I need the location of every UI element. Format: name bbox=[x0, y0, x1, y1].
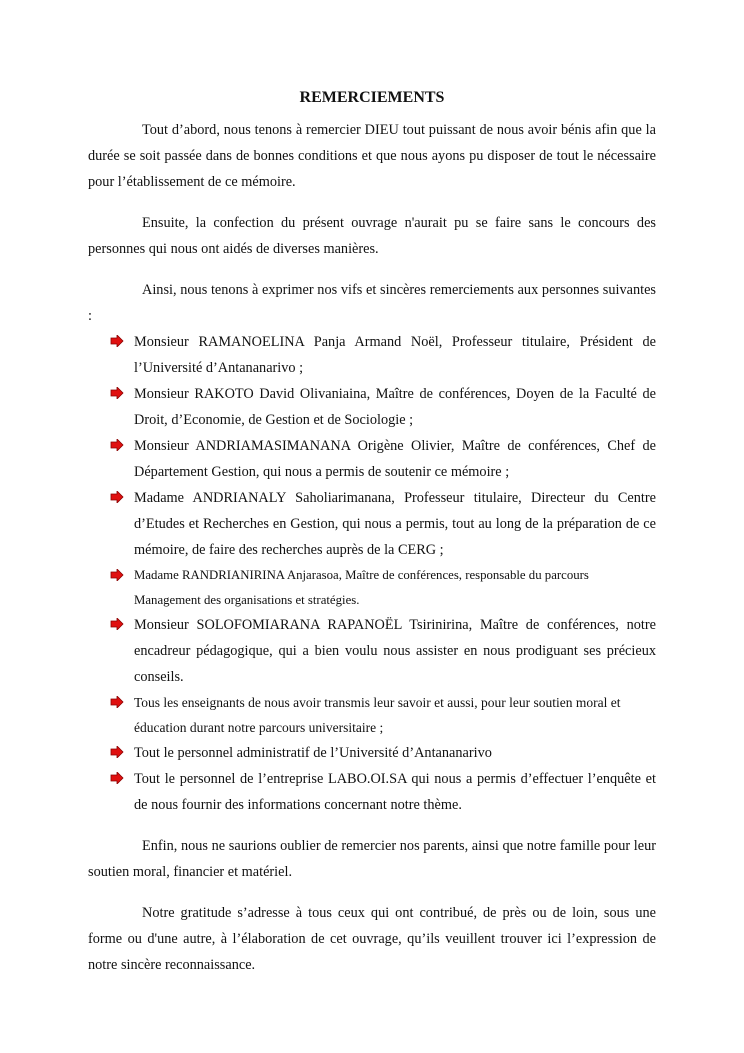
list-item-text: Tout le personnel administratif de l’Université d’Antananarivo bbox=[134, 745, 492, 761]
paragraph-gap bbox=[88, 195, 656, 210]
list-item-text: Madame ANDRIANALY Saholiarimanana, Professeur titulaire, Directeur du Centre d’Etudes et Recherches en Gestion, qui nous a permis, tout au long de la préparation de ce mémoire, de faire des recherches auprès de la CERG ; bbox=[134, 490, 656, 558]
paragraph-family: Enfin, nous ne saurions oublier de remercier nos parents, ainsi que notre famille pour leur soutien moral, financier et matériel. bbox=[88, 838, 656, 880]
list-item-text: Monsieur RAMANOELINA Panja Armand Noël, Professeur titulaire, Président de l’Université d’Antananarivo ; bbox=[134, 334, 656, 376]
paragraph-intro: Tout d’abord, nous tenons à remercier DIEU tout puissant de nous avoir bénis afin que la durée se soit passée dans de bonnes conditions et que nous ayons pu disposer de tout le nécessaire pour l’établissement de ce mémoire. bbox=[88, 122, 656, 190]
list-item bbox=[88, 690, 656, 740]
paragraph-gratitude: Notre gratitude s’adresse à tous ceux qui ont contribué, de près ou de loin, sous une forme ou d'une autre, à l’élaboration de cet ouvrage, qu’ils veuillent trouver ici l’expression de notre sincère reconnaissance. bbox=[88, 905, 656, 973]
arrow-bullet-icon bbox=[110, 618, 124, 630]
list-item bbox=[88, 740, 656, 766]
paragraph-gap bbox=[88, 818, 656, 833]
list-item-text: Tous les enseignants de nous avoir transmis leur savoir et aussi, pour leur soutien moral et éducation durant notre parcours universitaire ; bbox=[134, 695, 621, 735]
list-item-text: Monsieur RAKOTO David Olivaniaina, Maître de conférences, Doyen de la Faculté de Droit, d’Economie, de Gestion et de Sociologie ; bbox=[134, 386, 656, 428]
page-title: REMERCIEMENTS bbox=[299, 89, 445, 106]
list-item-text: Madame RANDRIANIRINA Anjarasoa, Maître de conférences, responsable du parcours Management des organisations et stratégies. bbox=[134, 568, 589, 607]
list-item bbox=[88, 381, 656, 433]
paragraph-thanks-lead: Ainsi, nous tenons à exprimer nos vifs et sincères remerciements aux personnes suivantes : bbox=[88, 282, 656, 324]
list-item bbox=[88, 329, 656, 381]
arrow-bullet-icon bbox=[110, 439, 124, 451]
arrow-bullet-icon bbox=[110, 569, 124, 581]
list-item bbox=[88, 485, 656, 563]
paragraph-gap bbox=[88, 885, 656, 900]
arrow-bullet-icon bbox=[110, 772, 124, 784]
list-item bbox=[88, 563, 656, 612]
list-item bbox=[88, 612, 656, 690]
arrow-bullet-icon bbox=[110, 746, 124, 758]
list-item bbox=[88, 766, 656, 818]
paragraph-context: Ensuite, la confection du présent ouvrage n'aurait pu se faire sans le concours des personnes qui nous ont aidés de diverses manières. bbox=[88, 215, 656, 257]
acknowledgement-list bbox=[88, 329, 656, 818]
list-item-text: Tout le personnel de l’entreprise LABO.OI.SA qui nous a permis d’effectuer l’enquête et de nous fournir des informations concernant notre thème. bbox=[134, 771, 656, 813]
list-item bbox=[88, 433, 656, 485]
arrow-bullet-icon bbox=[110, 696, 124, 708]
paragraph-gap bbox=[88, 262, 656, 277]
arrow-bullet-icon bbox=[110, 387, 124, 399]
list-item-text: Monsieur ANDRIAMASIMANANA Origène Olivier, Maître de conférences, Chef de Département Gestion, qui nous a permis de soutenir ce mémoire ; bbox=[134, 438, 656, 480]
list-item-text: Monsieur SOLOFOMIARANA RAPANOËL Tsirinirina, Maître de conférences, notre encadreur pédagogique, qui a bien voulu nous assister en nous prodiguant ses précieux conseils. bbox=[134, 617, 656, 685]
document-page bbox=[88, 87, 656, 978]
arrow-bullet-icon bbox=[110, 491, 124, 503]
arrow-bullet-icon bbox=[110, 335, 124, 347]
